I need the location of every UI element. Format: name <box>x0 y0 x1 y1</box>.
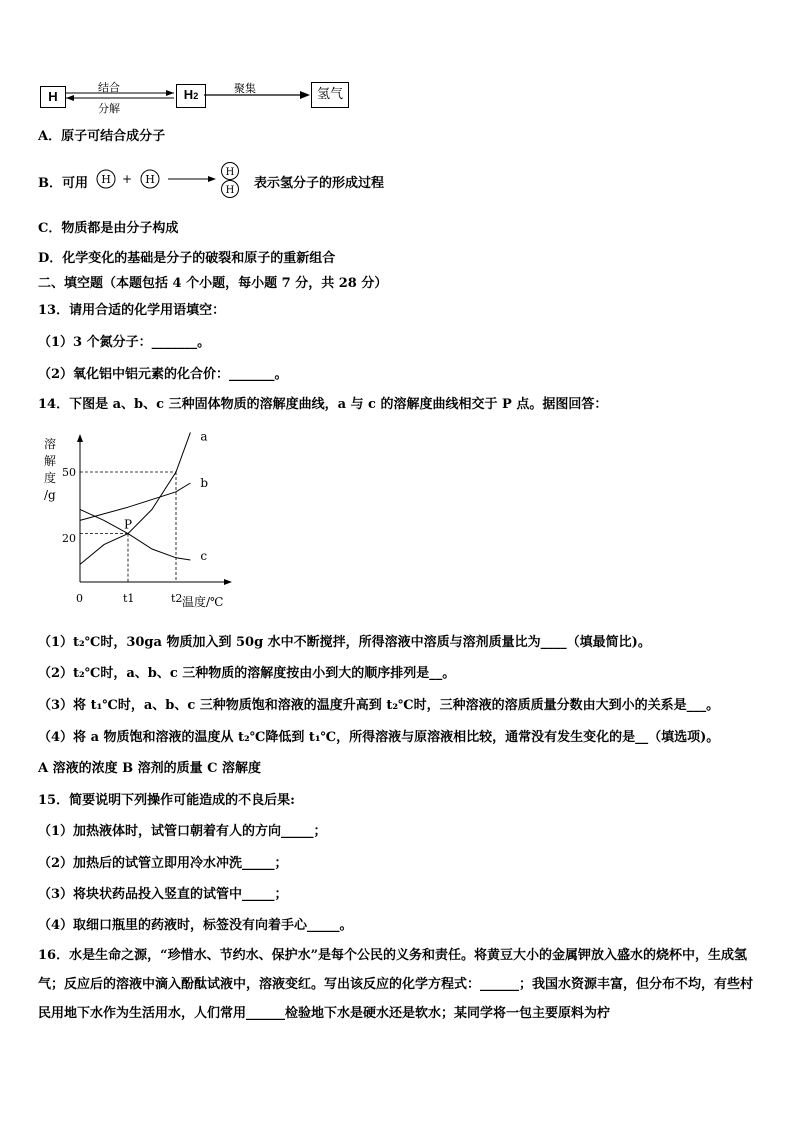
curve-c <box>80 509 190 560</box>
q16-text: 16．水是生命之源，“珍惜水、节约水、保护水”是每个公民的义务和责任。将黄豆大小的金属钾放入盛水的烧杯中，生成氢气；反应后的溶液中滴入酚酞试液中，溶液变红。写出该反应的化学方程式：______；我国水资源丰富，但分布不均，有些村民用地下水作为生活用水，人们常用______检验地下水是硬水还是软水；某同学将一包主要原料为柠 <box>38 948 754 1021</box>
label-gather: 聚集 <box>234 82 256 95</box>
q14-part1: （1）t₂℃时，30ga 物质加入到 50g 水中不断搅拌，所得溶液中溶质与溶剂质量比为____（填最简比)。 <box>38 635 651 650</box>
curve-a <box>80 432 190 564</box>
x-axis-arrow <box>224 579 232 585</box>
q15-stem: 15．简要说明下列操作可能造成的不良后果: <box>38 793 295 808</box>
gather-arrow <box>204 90 312 100</box>
atom-h-2: H <box>145 173 155 186</box>
curve-b <box>80 483 190 520</box>
option-b-prefix: B．可用 <box>38 176 88 191</box>
point-p-label: P <box>124 517 133 532</box>
section-2-heading: 二、填空题（本题包括 4 个小题，每小题 7 分，共 28 分） <box>38 276 388 291</box>
solubility-chart <box>38 432 248 616</box>
y-axis-label-char: 度 <box>44 471 57 485</box>
option-a: A．原子可结合成分子 <box>38 129 166 144</box>
y-axis-label-char: 溶 <box>44 437 57 451</box>
y-axis-label-char: 解 <box>44 454 57 468</box>
y-axis-label-char: /g <box>44 488 56 502</box>
box-h2-main: H <box>183 87 194 102</box>
box-h2-sub: 2 <box>193 91 199 101</box>
box-h2 <box>176 84 206 108</box>
q15-part2: （2）加热后的试管立即用冷水冲洗_____； <box>38 856 288 871</box>
x-axis-label: 温度/℃ <box>182 595 224 609</box>
q14-choices: A 溶液的浓度 B 溶剂的质量 C 溶解度 <box>38 761 262 776</box>
molecule-h-bottom: H <box>225 185 235 196</box>
label-decompose: 分解 <box>98 102 120 115</box>
option-d: D．化学变化的基础是分子的破裂和原子的重新组合 <box>38 251 336 266</box>
q15-part3: （3）将块状药品投入竖直的试管中_____； <box>38 887 288 902</box>
y-tick-50: 50 <box>62 466 76 479</box>
q13-part2: （2）氧化铝中铝元素的化合价：_______。 <box>38 367 288 382</box>
q13-part1: （1）3 个氮分子：_______。 <box>38 335 211 350</box>
option-c: C．物质都是由分子构成 <box>38 221 179 236</box>
q14-part2: （2）t₂℃时，a、b、c 三种物质的溶解度按由小到大的顺序排列是__。 <box>38 666 456 681</box>
q15-part4: （4）取细口瓶里的药液时，标签没有向着手心_____。 <box>38 918 353 933</box>
atom-combination-diagram <box>96 162 256 200</box>
curve-label-b: b <box>200 476 209 490</box>
q14-part3: （3）将 t₁℃时，a、b、c 三种物质饱和溶液的温度升高到 t₂℃时，三种溶液的溶质质量分数由大到小的关系是___。 <box>38 698 720 713</box>
x-tick-t2: t2 <box>171 592 183 605</box>
label-combine: 结合 <box>98 81 120 94</box>
molecule-h-top: H <box>225 167 235 178</box>
curve-label-a: a <box>200 432 208 444</box>
x-tick-t1: t1 <box>123 592 135 605</box>
box-h: H <box>40 86 66 108</box>
q14-part4: （4）将 a 物质饱和溶液的温度从 t₂℃降低到 t₁℃，所得溶液与原溶液相比较，通常没有发生变化的是__（填选项)。 <box>38 730 720 745</box>
origin-label: 0 <box>76 592 83 605</box>
atom-h-1: H <box>101 173 111 186</box>
plus-sign: + <box>121 172 133 186</box>
y-axis-arrow <box>77 434 83 442</box>
q13-stem: 13．请用合适的化学用语填空： <box>38 303 226 318</box>
option-b <box>38 162 438 202</box>
combine-decompose-arrows <box>64 90 176 102</box>
curve-label-c: c <box>200 549 208 563</box>
box-hydrogen-gas: 氢气 <box>311 82 349 108</box>
q14-stem: 14．下图是 a、b、c 三种固体物质的溶解度曲线，a 与 c 的溶解度曲线相交于 P 点。据图回答： <box>38 397 608 412</box>
q15-part1: （1）加热液体时，试管口朝着有人的方向_____； <box>38 824 327 839</box>
y-tick-20: 20 <box>62 532 76 545</box>
option-b-suffix: 表示氢分子的形成过程 <box>254 176 385 191</box>
